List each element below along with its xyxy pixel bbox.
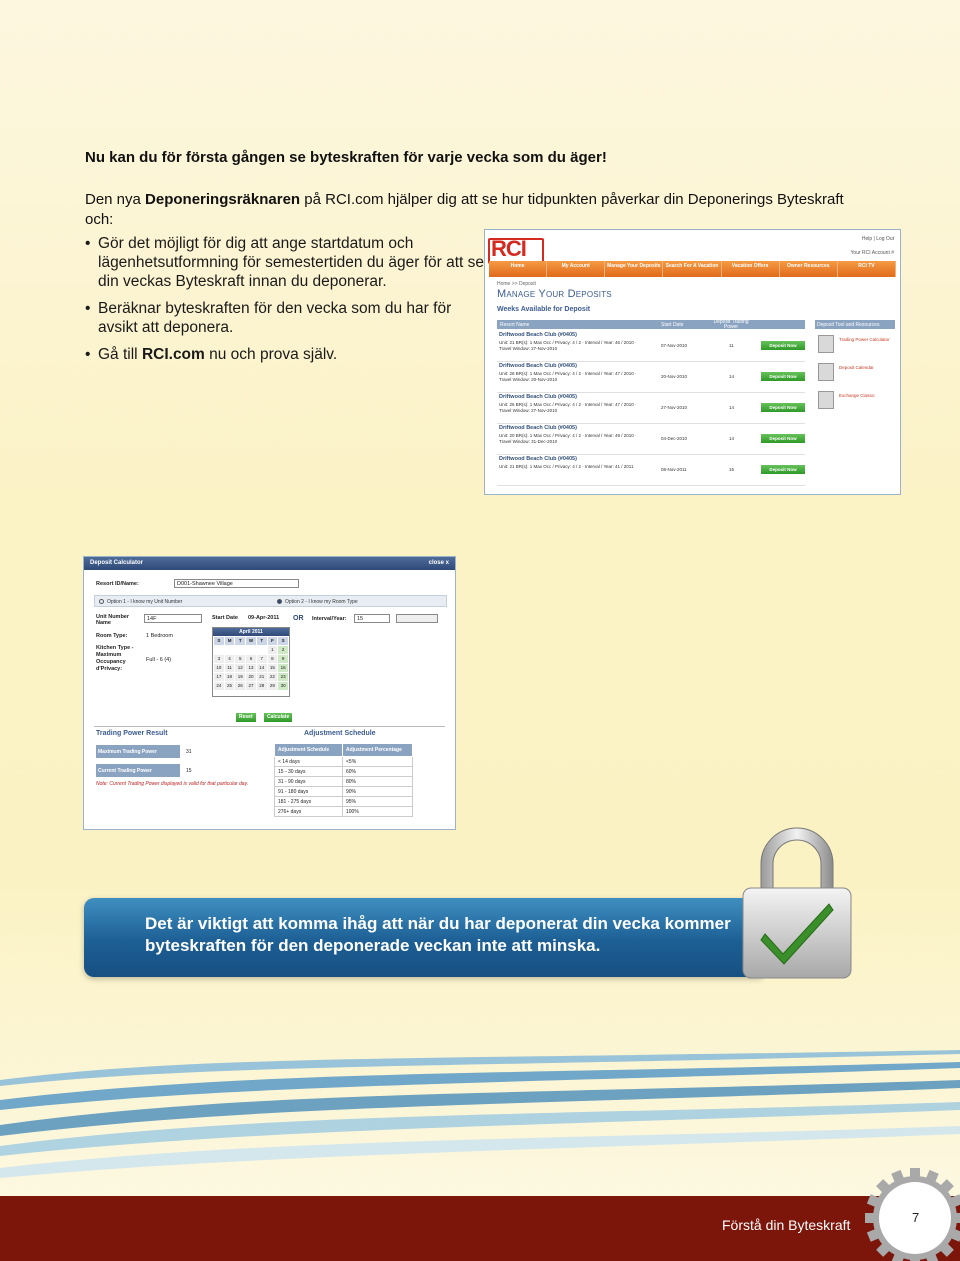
- gear-icon: [860, 1163, 960, 1261]
- table-row: [497, 424, 805, 455]
- or-label: OR: [293, 615, 304, 622]
- current-trading-power-label: Current Trading Power: [96, 764, 180, 777]
- calendar-day[interactable]: 27: [246, 682, 256, 690]
- deposit-now-button[interactable]: Deposit Now: [761, 372, 805, 381]
- resources-sidebar: [815, 320, 895, 413]
- kitchen-label: Kitchen Type - Maximum Occupancy d'Privacy:: [96, 645, 134, 672]
- trading-power: 16: [729, 467, 735, 472]
- calendar-day[interactable]: 8: [268, 655, 278, 663]
- room-type-label: Room Type:: [96, 633, 128, 639]
- account-id: Your RCI Account #: [850, 250, 894, 256]
- start-date: 27-Nov-2010: [661, 405, 688, 410]
- column-header: Adjustment Schedule: [275, 744, 343, 757]
- week-details: Unit: 26 BR(s): 1 Max Occ / Privacy: 4 / 2 · Interval / Year: 47 / 2010 · Travel Window: 27-Nov-2010: [499, 402, 637, 413]
- max-trading-power-label: Maximum Trading Power: [96, 745, 180, 758]
- nav-item[interactable]: RCI TV: [838, 261, 896, 277]
- week-details: Unit: 21 BR(s): 1 Max Occ / Privacy: 4 / 2 · Interval / Year: 46 / 2010 · Travel Window: 27-Nov-2010: [499, 340, 637, 351]
- calendar-day[interactable]: 22: [268, 673, 278, 681]
- calendar-day[interactable]: 24: [214, 682, 224, 690]
- calendar-blank: [257, 646, 267, 654]
- calendar-day[interactable]: 11: [225, 664, 235, 672]
- deposit-calculator-screenshot: [83, 556, 456, 830]
- trading-power-note: Note: Current Trading Power displayed is valid for that particular day.: [96, 781, 249, 787]
- main-nav: [489, 261, 896, 277]
- calendar-day[interactable]: 17: [214, 673, 224, 681]
- nav-item[interactable]: My Account: [547, 261, 605, 277]
- resort-label: Resort ID/Name:: [96, 581, 139, 587]
- calendar-day[interactable]: 25: [225, 682, 235, 690]
- headline: Nu kan du för första gången se byteskraften för varje vecka som du äger!: [85, 149, 607, 166]
- resort-name[interactable]: Driftwood Beach Club (#0405): [499, 363, 577, 369]
- resort-name[interactable]: Driftwood Beach Club (#0405): [499, 332, 577, 338]
- table-row: 15 - 30 days 60%: [275, 767, 413, 777]
- table-header: [497, 320, 805, 329]
- calendar-day[interactable]: 30: [278, 682, 288, 690]
- sidebar-header: Deposit Tool and Resources: [815, 320, 895, 329]
- rci-logo: RCI: [491, 236, 526, 261]
- weekday-label: F: [268, 637, 278, 645]
- calculator-titlebar: [84, 557, 455, 570]
- trading-power: 11: [729, 343, 734, 348]
- table-row: < 14 days <5%: [275, 757, 413, 767]
- unit-input[interactable]: 14F: [144, 614, 202, 623]
- calendar-day[interactable]: 5: [235, 655, 245, 663]
- intro-paragraph: Den nya Deponeringsräknaren på RCI.com hjälper dig att se hur tidpunkten påverkar din Deponerings Byteskraft och:: [85, 191, 844, 228]
- resort-input[interactable]: D001-Shawnee Village: [174, 579, 299, 588]
- kitchen-value: Full - 6 (4): [146, 657, 172, 663]
- start-date-label: Start Date: [212, 615, 238, 621]
- weekday-label: S: [278, 637, 288, 645]
- month-header[interactable]: April 2011: [213, 628, 289, 636]
- weekday-label: W: [246, 637, 256, 645]
- table-row: 181 - 275 days 95%: [275, 797, 413, 807]
- trading-power: 14: [729, 405, 735, 410]
- calendar-day[interactable]: 4: [225, 655, 235, 663]
- table-row: [497, 455, 805, 486]
- divider: [94, 726, 445, 727]
- sidebar-item[interactable]: Trading Power Calculator: [815, 333, 895, 357]
- table-row: 276+ days 100%: [275, 807, 413, 817]
- table-row: [497, 331, 805, 362]
- footer-label: Förstå din Byteskraft: [722, 1217, 851, 1233]
- year-select[interactable]: [396, 614, 438, 623]
- calendar-day[interactable]: 14: [257, 664, 267, 672]
- section-title: Weeks Available for Deposit: [497, 306, 591, 313]
- calendar-day[interactable]: 10: [214, 664, 224, 672]
- weekday-label: T: [257, 637, 267, 645]
- adjustment-table: [274, 743, 413, 817]
- option-bar: [94, 595, 447, 607]
- nav-item[interactable]: Owner Resources: [780, 261, 838, 277]
- nav-item[interactable]: Home: [489, 261, 547, 277]
- gear-tooth: [865, 1213, 879, 1223]
- current-trading-power-value: 15: [186, 768, 192, 774]
- start-date: 07-Nov-2010: [661, 343, 688, 348]
- resort-name[interactable]: Driftwood Beach Club (#0405): [499, 394, 577, 400]
- week-details: Unit: 20 BR(s): 1 Max Occ / Privacy: 4 / 2 · Interval / Year: 49 / 2010 · Travel Window: 31-Dec-2010: [499, 433, 637, 444]
- interval-select[interactable]: 15: [354, 614, 390, 623]
- calendar-day[interactable]: 21: [257, 673, 267, 681]
- close-button[interactable]: close x: [428, 560, 449, 566]
- trading-power-title: Trading Power Result: [96, 730, 168, 737]
- table-row: 91 - 180 days 90%: [275, 787, 413, 797]
- gear-tooth: [910, 1254, 920, 1261]
- room-type-value: 1 Bedroom: [146, 633, 173, 639]
- gear-tooth: [951, 1213, 960, 1223]
- gear-tooth: [910, 1168, 920, 1182]
- calendar-day[interactable]: 13: [246, 664, 256, 672]
- table-row: [497, 393, 805, 424]
- calendar-day[interactable]: 20: [246, 673, 256, 681]
- start-date: 20-Nov-2010: [661, 374, 688, 379]
- calculator-icon: [818, 335, 834, 353]
- list-item: • Beräknar byteskraften för den vecka som du har för avsikt att deponera.: [85, 299, 485, 337]
- breadcrumb[interactable]: Home >> Deposit: [497, 281, 536, 287]
- column-header: Start Date: [661, 322, 684, 328]
- calendar-day[interactable]: 7: [257, 655, 267, 663]
- table-row: [497, 362, 805, 393]
- page-title: Manage Your Deposits: [497, 288, 612, 300]
- intro: [85, 148, 865, 230]
- weekday-label: T: [235, 637, 245, 645]
- calendar-day[interactable]: 6: [246, 655, 256, 663]
- sidebar-item[interactable]: Deposit Calendar: [815, 361, 895, 385]
- trading-power: 14: [729, 374, 735, 379]
- calendar-day[interactable]: 29: [268, 682, 278, 690]
- calendar-blank: [235, 646, 245, 654]
- calendar-day[interactable]: 15: [268, 664, 278, 672]
- weekday-label: S: [214, 637, 224, 645]
- calendar-blank: [246, 646, 256, 654]
- option-1-radio[interactable]: Option 1 - I know my Unit Number: [99, 599, 182, 605]
- top-links[interactable]: Help | Log Out: [861, 236, 894, 242]
- page-number: 7: [912, 1210, 920, 1225]
- interval-label: Interval/Year:: [312, 616, 347, 622]
- trading-power: 14: [729, 436, 735, 441]
- deposit-now-button[interactable]: Deposit Now: [761, 403, 805, 412]
- weekday-label: M: [225, 637, 235, 645]
- column-header: Adjustment Percentage: [343, 744, 413, 757]
- calendar-day[interactable]: 16: [278, 664, 288, 672]
- deposit-now-button[interactable]: Deposit Now: [761, 434, 805, 443]
- nav-item[interactable]: Manage Your Deposits: [605, 261, 663, 277]
- nav-item[interactable]: Vacation Offers: [722, 261, 780, 277]
- calendar-day[interactable]: 2: [278, 646, 288, 654]
- calendar-day[interactable]: 12: [235, 664, 245, 672]
- calendar-day[interactable]: 3: [214, 655, 224, 663]
- start-date: 08-Nov-2011: [661, 467, 687, 472]
- max-trading-power-value: 31: [186, 749, 192, 755]
- calendar-day[interactable]: 28: [257, 682, 267, 690]
- start-date-value[interactable]: 09-Apr-2011: [248, 615, 280, 621]
- calendar-day[interactable]: 9: [278, 655, 288, 663]
- calendar-icon: [818, 363, 834, 381]
- padlock-check-icon: [737, 822, 857, 982]
- resort-name[interactable]: Driftwood Beach Club (#0405): [499, 425, 577, 431]
- rci-deposits-screenshot: [484, 229, 901, 495]
- reset-button[interactable]: Reset: [236, 713, 256, 722]
- calendar-day[interactable]: 1: [268, 646, 278, 654]
- adjustment-title: Adjustment Schedule: [304, 730, 376, 737]
- banner-text: Det är viktigt att komma ihåg att när du har deponerat din vecka kommer byteskraften för den deponerade veckan inte att minska.: [145, 914, 731, 955]
- calendar-day[interactable]: 18: [225, 673, 235, 681]
- date-picker: [212, 627, 290, 697]
- table-row: 31 - 90 days 80%: [275, 777, 413, 787]
- decorative-waves: [0, 1050, 960, 1200]
- list-item: • Gör det möjligt för dig att ange startdatum och lägenhetsutformning för semestertiden du äger för att se din veckas Byteskraft innan du deponerar.: [85, 234, 485, 291]
- column-header: Resort Name: [500, 322, 530, 328]
- week-details: Unit: 26 BR(s): 1 Max Occ / Privacy: 4 / 2 · Interval / Year: 47 / 2010 · Travel Window: 20-Nov-2010: [499, 371, 637, 382]
- calendar-blank: [225, 646, 235, 654]
- calendar-blank: [214, 646, 224, 654]
- calendar-grid: [213, 636, 289, 691]
- deposit-now-button[interactable]: Deposit Now: [761, 341, 805, 350]
- calendar-day[interactable]: 23: [278, 673, 288, 681]
- deposit-now-button[interactable]: Deposit Now: [761, 465, 805, 474]
- unit-label: Unit Number Name: [96, 614, 129, 626]
- option-2-radio[interactable]: Option 2 - I know my Room Type: [277, 599, 358, 605]
- calendar-day[interactable]: 19: [235, 673, 245, 681]
- calculator-title: Deposit Calculator: [90, 560, 144, 566]
- deposit-calculator-term: Deponeringsräknaren: [145, 191, 301, 208]
- start-date: 04-Dec-2010: [661, 436, 688, 441]
- list-item: • Gå till RCI.com nu och prova själv.: [85, 345, 485, 364]
- feature-list: [85, 234, 485, 372]
- sidebar-item[interactable]: Exchange Classic: [815, 389, 895, 413]
- resort-name[interactable]: Driftwood Beach Club (#0405): [499, 456, 577, 462]
- nav-item[interactable]: Search For A Vacation: [663, 261, 721, 277]
- column-header: Deposit Trading Power: [713, 319, 749, 330]
- calculate-button[interactable]: Calculate: [264, 713, 292, 722]
- week-details: Unit: 21 BR(s): 1 Max Occ / Privacy: 4 / 2 · Interval / Year: 41 / 2011: [499, 464, 634, 469]
- footer-bar: [0, 1196, 960, 1261]
- calendar-day[interactable]: 26: [235, 682, 245, 690]
- document-icon: [818, 391, 834, 409]
